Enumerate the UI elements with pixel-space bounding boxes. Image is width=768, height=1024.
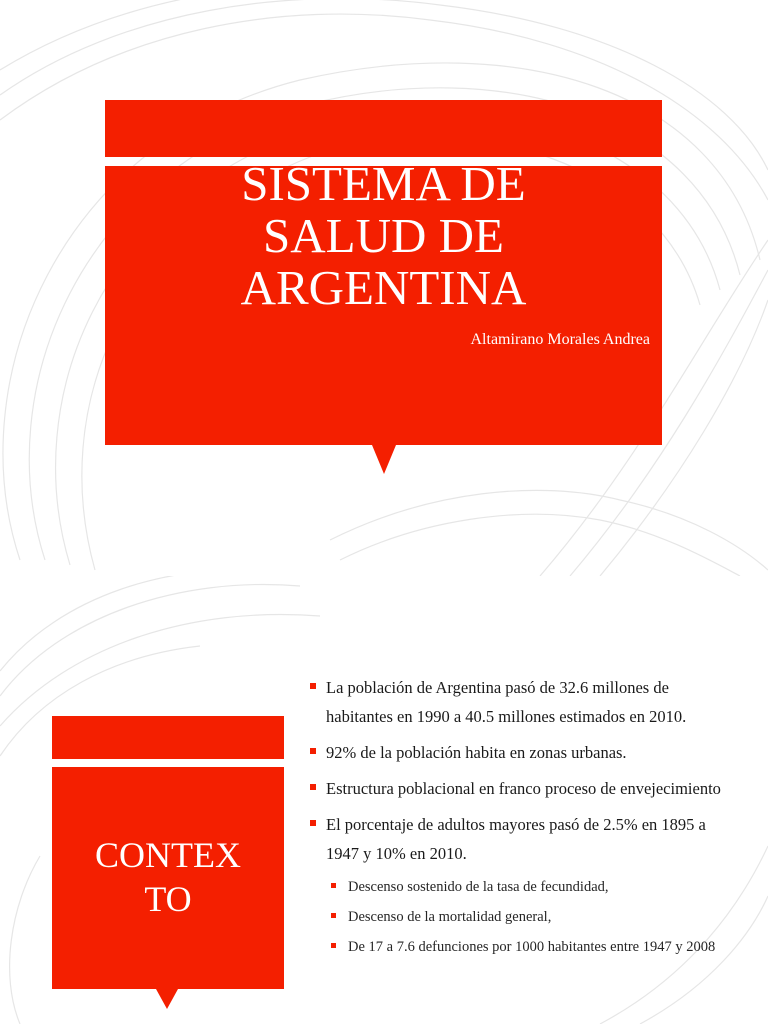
bullet-text: La población de Argentina pasó de 32.6 millones de habitantes en 1990 a 40.5 millones estimados en 2010. <box>326 678 687 726</box>
sub-bullet-item <box>326 904 738 930</box>
title-line: ARGENTINA <box>240 260 527 315</box>
sub-bullet-item <box>326 874 738 900</box>
sub-bullet-item <box>326 934 738 960</box>
section-box-pointer <box>156 989 178 1009</box>
context-slide <box>0 576 768 1024</box>
bullet-item <box>308 673 738 731</box>
sub-bullet-marker-icon <box>331 883 336 888</box>
sub-bullet-list <box>326 874 738 960</box>
bullet-text: Estructura poblacional en franco proceso de envejecimiento <box>326 779 721 798</box>
bullet-text: El porcentaje de adultos mayores pasó de 2.5% en 1895 a 1947 y 10% en 2010. <box>326 815 706 863</box>
section-title-line: CONTEX <box>95 835 241 875</box>
bullet-marker-icon <box>310 683 316 689</box>
author-name: Altamirano Morales Andrea <box>470 331 650 348</box>
title-line: SALUD DE <box>263 208 504 263</box>
bullet-marker-icon <box>310 820 316 826</box>
section-title <box>52 833 284 921</box>
section-title-line: TO <box>144 879 192 919</box>
sub-bullet-marker-icon <box>331 913 336 918</box>
sub-bullet-text: Descenso sostenido de la tasa de fecundidad, <box>348 879 609 895</box>
sub-bullet-marker-icon <box>331 943 336 948</box>
bullet-marker-icon <box>310 784 316 790</box>
bullet-marker-icon <box>310 748 316 754</box>
sub-bullet-text: De 17 a 7.6 defunciones por 1000 habitantes entre 1947 y 2008 <box>348 939 716 955</box>
sub-bullet-text: Descenso de la mortalidad general, <box>348 909 552 925</box>
slide-title <box>105 158 662 314</box>
bullet-text: 92% de la población habita en zonas urbanas. <box>326 743 627 762</box>
bullet-item <box>308 774 738 803</box>
bullet-item <box>308 810 738 960</box>
title-box-pointer <box>372 445 396 474</box>
bullet-item <box>308 738 738 767</box>
title-line: SISTEMA DE <box>241 156 526 211</box>
bullet-list <box>308 673 738 967</box>
section-accent-strip <box>52 716 284 759</box>
title-accent-strip <box>105 100 662 157</box>
